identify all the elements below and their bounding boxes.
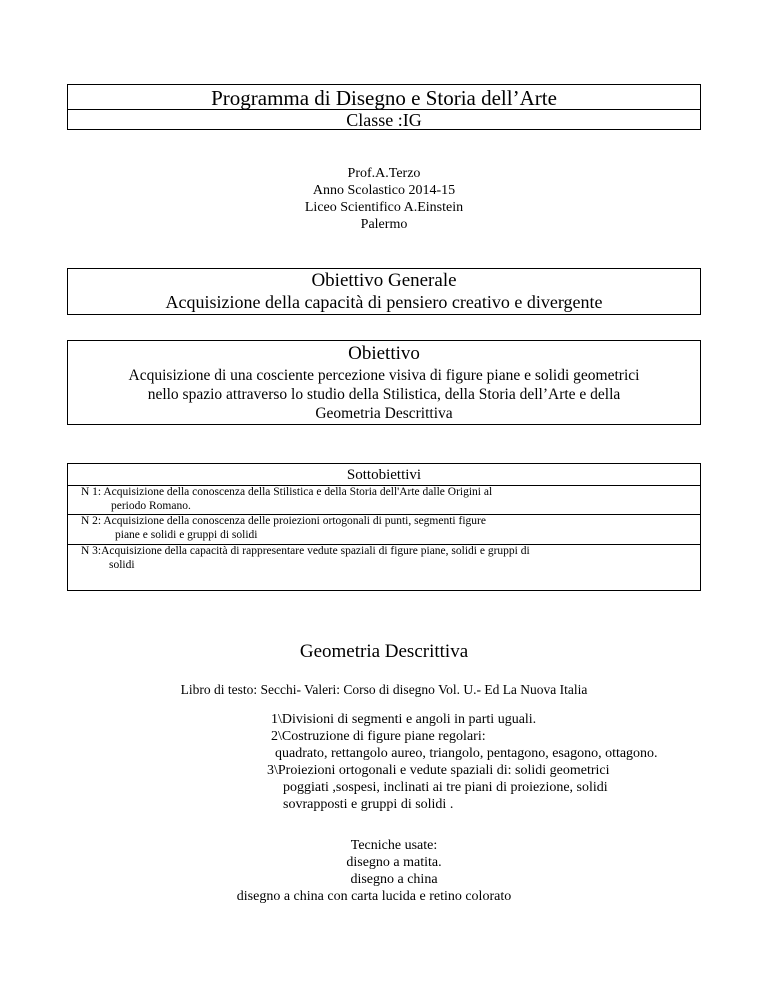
page-title: Programma di Disegno e Storia dell’Arte xyxy=(211,86,557,110)
general-objective-text: Acquisizione della capacità di pensiero creativo e divergente xyxy=(165,292,603,312)
city: Palermo xyxy=(360,217,408,232)
class-label: Classe :IG xyxy=(68,109,700,130)
program-list-item: 3\Proiezioni ortogonali e vedute spaziali di: solidi geometrici xyxy=(267,763,610,778)
info-block xyxy=(0,165,768,233)
general-objective-title: Obiettivo Generale xyxy=(311,270,457,291)
program-list-item: 2\Costruzione di figure piane regolari: xyxy=(271,729,486,744)
objective-title: Obiettivo xyxy=(348,343,420,364)
techniques-block xyxy=(0,837,768,905)
header-box xyxy=(67,84,701,130)
sub-objective-line: N 1: Acquisizione della conoscenza della Stilistica e della Storia dell'Arte dalle Origini al xyxy=(81,486,493,498)
school-name: Liceo Scientifico A.Einstein xyxy=(304,200,464,215)
technique-item: disegno a china xyxy=(350,872,438,887)
sub-objective-line: N 2: Acquisizione della conoscenza delle proiezioni ortogonali di punti, segmenti figure xyxy=(81,515,486,527)
program-list-item: sovrapposti e gruppi di solidi . xyxy=(283,797,454,812)
techniques-title: Tecniche usate: xyxy=(350,838,438,853)
sub-objective-line: periodo Romano. xyxy=(111,499,191,512)
sub-objectives-title: Sottobiettivi xyxy=(346,467,422,483)
program-list-item: quadrato, rettangolo aureo, triangolo, pentagono, esagono, ottagono. xyxy=(275,746,658,761)
objective-box xyxy=(67,340,701,425)
sub-objective-item xyxy=(68,514,700,543)
technique-item: disegno a china con carta lucida e retino colorato xyxy=(236,889,512,904)
sub-objective-item xyxy=(68,544,700,590)
objective-line: Geometria Descrittiva xyxy=(315,405,453,422)
sub-objectives-box xyxy=(67,463,701,591)
textbook-reference: Libro di testo: Secchi- Valeri: Corso di disegno Vol. U.- Ed La Nuova Italia xyxy=(180,682,588,697)
program-list-item: poggiati ,sospesi, inclinati ai tre piani di proiezione, solidi xyxy=(283,780,608,795)
sub-objective-line: piane e solidi e gruppi di solidi xyxy=(115,528,258,541)
school-year: Anno Scolastico 2014-15 xyxy=(312,183,456,198)
technique-item: disegno a matita. xyxy=(346,855,442,870)
objective-line: Acquisizione di una cosciente percezione visiva di figure piane e solidi geometrici xyxy=(128,367,640,384)
sub-objective-line: solidi xyxy=(109,558,135,571)
sub-objective-line: N 3:Acquisizione della capacità di rappresentare vedute spaziali di figure piane, solidi e gruppi di xyxy=(81,545,530,557)
teacher-name: Prof.A.Terzo xyxy=(347,166,421,181)
program-list-item: 1\Divisioni di segmenti e angoli in parti uguali. xyxy=(271,712,537,727)
section-title: Geometria Descrittiva xyxy=(299,641,469,662)
objective-line: nello spazio attraverso lo studio della Stilistica, della Storia dell’Arte e della xyxy=(147,386,621,403)
sub-objective-item xyxy=(68,485,700,513)
general-objective-box xyxy=(67,268,701,315)
program-list xyxy=(255,711,658,813)
objective-text xyxy=(68,366,700,423)
